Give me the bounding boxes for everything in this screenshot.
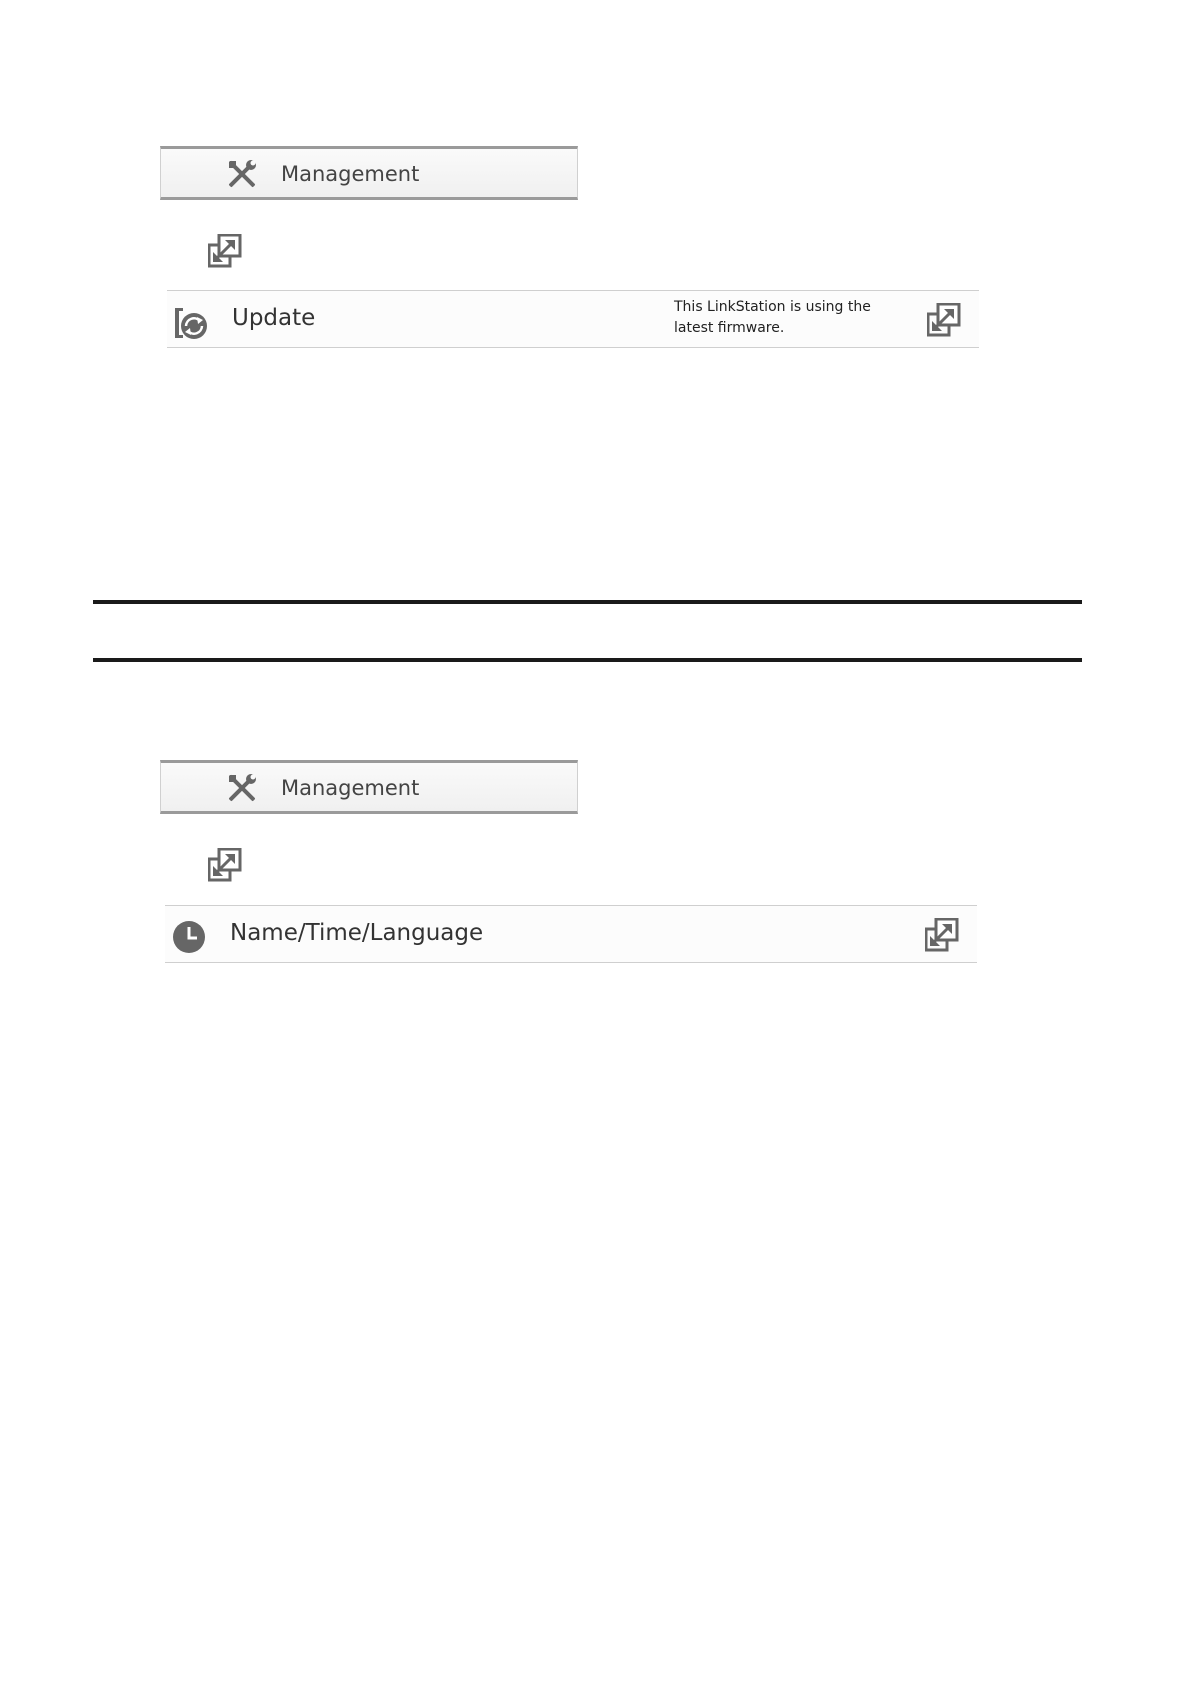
name-time-language-row[interactable]	[165, 905, 977, 963]
clock-icon	[171, 919, 207, 955]
firmware-status-text	[674, 297, 884, 339]
divider-rule	[93, 600, 1082, 604]
status-line: latest firmware.	[674, 320, 785, 336]
expand-icon[interactable]	[208, 848, 242, 882]
management-tab[interactable]	[160, 146, 578, 200]
row-label: Update	[232, 305, 316, 331]
update-row[interactable]	[167, 290, 979, 348]
tools-icon	[227, 159, 257, 189]
management-tab[interactable]	[160, 760, 578, 814]
update-icon	[173, 304, 209, 340]
tools-icon	[227, 773, 257, 803]
expand-icon[interactable]	[927, 303, 961, 337]
tab-label: Management	[281, 162, 420, 186]
divider-rule	[93, 658, 1082, 662]
tab-label: Management	[281, 776, 420, 800]
expand-icon[interactable]	[208, 234, 242, 268]
expand-icon[interactable]	[925, 918, 959, 952]
status-line: This LinkStation is using the	[674, 299, 871, 315]
row-label: Name/Time/Language	[230, 920, 484, 946]
